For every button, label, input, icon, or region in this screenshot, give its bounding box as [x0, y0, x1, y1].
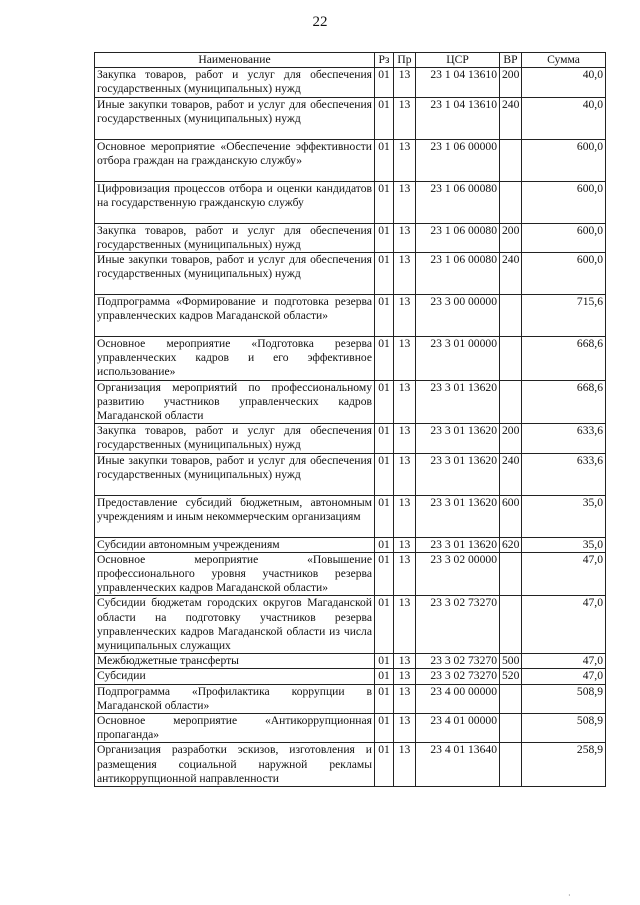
cell-rz: 01: [375, 654, 394, 669]
cell-rz: 01: [375, 552, 394, 596]
cell-name: Основное мероприятие «Обеспечение эффективности отбора граждан на гражданскую службу»: [95, 139, 375, 181]
cell-pr: 13: [394, 552, 416, 596]
cell-pr: 13: [394, 684, 416, 713]
cell-pr: 13: [394, 654, 416, 669]
cell-pr: 13: [394, 181, 416, 223]
cell-vr: [500, 552, 522, 596]
cell-csr: 23 3 02 73270: [416, 596, 500, 654]
cell-csr: 23 4 01 00000: [416, 714, 500, 743]
cell-sum: 47,0: [522, 596, 606, 654]
cell-csr: 23 3 00 00000: [416, 295, 500, 337]
cell-pr: 13: [394, 139, 416, 181]
cell-vr: [500, 337, 522, 381]
cell-sum: 668,6: [522, 337, 606, 381]
table-row: [95, 253, 606, 295]
table-body: [95, 68, 606, 787]
page-number: 22: [312, 14, 328, 30]
cell-pr: 13: [394, 253, 416, 295]
cell-sum: 47,0: [522, 669, 606, 684]
cell-pr: 13: [394, 537, 416, 552]
header-pr: Пр: [394, 53, 416, 68]
cell-name: Предоставление субсидий бюджетным, автономным учреждениям и иным некоммерческим организациям: [95, 495, 375, 537]
cell-rz: 01: [375, 337, 394, 381]
table-row: [95, 596, 606, 654]
cell-name: Иные закупки товаров, работ и услуг для обеспечения государственных (муниципальных) нужд: [95, 97, 375, 139]
cell-csr: 23 3 02 00000: [416, 552, 500, 596]
table-row: [95, 380, 606, 424]
table-row: [95, 495, 606, 537]
cell-sum: 715,6: [522, 295, 606, 337]
cell-rz: 01: [375, 596, 394, 654]
cell-vr: 500: [500, 654, 522, 669]
cell-vr: 600: [500, 495, 522, 537]
table-row: [95, 654, 606, 669]
header-vr: ВР: [500, 53, 522, 68]
cell-rz: 01: [375, 453, 394, 495]
cell-name: Субсидии автономным учреждениям: [95, 537, 375, 552]
cell-sum: 600,0: [522, 223, 606, 252]
header-name: Наименование: [95, 53, 375, 68]
cell-rz: 01: [375, 253, 394, 295]
cell-rz: 01: [375, 295, 394, 337]
cell-csr: 23 3 01 13620: [416, 453, 500, 495]
cell-csr: 23 1 04 13610: [416, 68, 500, 97]
cell-name: Основное мероприятие «Повышение профессионального уровня участников резерва управленческих кадров Магаданской области»: [95, 552, 375, 596]
cell-pr: 13: [394, 295, 416, 337]
cell-vr: 240: [500, 97, 522, 139]
cell-name: Закупка товаров, работ и услуг для обеспечения государственных (муниципальных) нужд: [95, 68, 375, 97]
cell-rz: 01: [375, 495, 394, 537]
cell-vr: [500, 714, 522, 743]
cell-pr: 13: [394, 743, 416, 787]
cell-rz: 01: [375, 669, 394, 684]
cell-rz: 01: [375, 68, 394, 97]
cell-sum: 633,6: [522, 424, 606, 453]
cell-name: Подпрограмма «Формирование и подготовка резерва управленческих кадров Магаданской области»: [95, 295, 375, 337]
table-row: [95, 295, 606, 337]
table-row: [95, 453, 606, 495]
cell-sum: 35,0: [522, 495, 606, 537]
cell-rz: 01: [375, 714, 394, 743]
cell-vr: [500, 181, 522, 223]
table-row: [95, 223, 606, 252]
cell-name: Иные закупки товаров, работ и услуг для обеспечения государственных (муниципальных) нужд: [95, 253, 375, 295]
table-row: [95, 552, 606, 596]
cell-csr: 23 3 01 00000: [416, 337, 500, 381]
cell-csr: 23 1 06 00080: [416, 223, 500, 252]
table-row: [95, 714, 606, 743]
cell-sum: 40,0: [522, 97, 606, 139]
cell-rz: 01: [375, 380, 394, 424]
cell-name: Субсидии: [95, 669, 375, 684]
cell-rz: 01: [375, 684, 394, 713]
cell-rz: 01: [375, 97, 394, 139]
cell-vr: [500, 596, 522, 654]
cell-pr: 13: [394, 337, 416, 381]
cell-vr: [500, 380, 522, 424]
cell-sum: 600,0: [522, 181, 606, 223]
header-csr: ЦСР: [416, 53, 500, 68]
cell-name: Закупка товаров, работ и услуг для обеспечения государственных (муниципальных) нужд: [95, 223, 375, 252]
cell-sum: 508,9: [522, 684, 606, 713]
cell-csr: 23 1 06 00000: [416, 139, 500, 181]
cell-pr: 13: [394, 669, 416, 684]
table-row: [95, 337, 606, 381]
table-row: [95, 139, 606, 181]
table-row: [95, 181, 606, 223]
cell-vr: 620: [500, 537, 522, 552]
cell-name: Основное мероприятие «Подготовка резерва управленческих кадров и его эффективное использование»: [95, 337, 375, 381]
cell-pr: 13: [394, 380, 416, 424]
cell-csr: 23 1 04 13610: [416, 97, 500, 139]
cell-vr: [500, 743, 522, 787]
cell-rz: 01: [375, 181, 394, 223]
cell-name: Подпрограмма «Профилактика коррупции в Магаданской области»: [95, 684, 375, 713]
table-row: [95, 537, 606, 552]
cell-name: Иные закупки товаров, работ и услуг для обеспечения государственных (муниципальных) нужд: [95, 453, 375, 495]
cell-pr: 13: [394, 495, 416, 537]
cell-name: Цифровизация процессов отбора и оценки кандидатов на государственную гражданскую службу: [95, 181, 375, 223]
cell-csr: 23 1 06 00080: [416, 253, 500, 295]
cell-name: Межбюджетные трансферты: [95, 654, 375, 669]
table-row: [95, 743, 606, 787]
budget-table: [94, 52, 606, 787]
cell-csr: 23 3 01 13620: [416, 495, 500, 537]
cell-sum: 35,0: [522, 537, 606, 552]
cell-csr: 23 1 06 00080: [416, 181, 500, 223]
cell-pr: 13: [394, 714, 416, 743]
cell-sum: 47,0: [522, 654, 606, 669]
table-row: [95, 669, 606, 684]
table-row: [95, 68, 606, 97]
cell-csr: 23 3 02 73270: [416, 669, 500, 684]
cell-pr: 13: [394, 68, 416, 97]
cell-pr: 13: [394, 596, 416, 654]
table-row: [95, 684, 606, 713]
header-sum: Сумма: [522, 53, 606, 68]
cell-name: Закупка товаров, работ и услуг для обеспечения государственных (муниципальных) нужд: [95, 424, 375, 453]
scan-mark: ·: [568, 891, 571, 900]
cell-name: Организация разработки эскизов, изготовления и размещения социальной наружной рекламы антикоррупционной направленности: [95, 743, 375, 787]
cell-sum: 40,0: [522, 68, 606, 97]
header-rz: Рз: [375, 53, 394, 68]
cell-vr: 520: [500, 669, 522, 684]
cell-name: Основное мероприятие «Антикоррупционная пропаганда»: [95, 714, 375, 743]
cell-name: Организация мероприятий по профессиональному развитию участников управленческих кадров Магаданской области: [95, 380, 375, 424]
cell-vr: [500, 295, 522, 337]
cell-rz: 01: [375, 424, 394, 453]
cell-name: Субсидии бюджетам городских округов Магаданской области на подготовку участников резерва управленческих кадров Магаданской области из числа муниципальных служащих: [95, 596, 375, 654]
cell-csr: 23 4 00 00000: [416, 684, 500, 713]
cell-rz: 01: [375, 743, 394, 787]
cell-csr: 23 3 01 13620: [416, 424, 500, 453]
cell-rz: 01: [375, 139, 394, 181]
cell-rz: 01: [375, 537, 394, 552]
cell-vr: 240: [500, 453, 522, 495]
table-row: [95, 97, 606, 139]
cell-rz: 01: [375, 223, 394, 252]
header-row: [95, 53, 606, 68]
cell-sum: 258,9: [522, 743, 606, 787]
cell-sum: 600,0: [522, 139, 606, 181]
cell-sum: 668,6: [522, 380, 606, 424]
cell-sum: 600,0: [522, 253, 606, 295]
cell-csr: 23 3 02 73270: [416, 654, 500, 669]
cell-sum: 47,0: [522, 552, 606, 596]
cell-vr: 200: [500, 223, 522, 252]
cell-vr: [500, 684, 522, 713]
cell-vr: 200: [500, 424, 522, 453]
cell-sum: 633,6: [522, 453, 606, 495]
cell-sum: 508,9: [522, 714, 606, 743]
cell-pr: 13: [394, 223, 416, 252]
cell-vr: 240: [500, 253, 522, 295]
cell-csr: 23 3 01 13620: [416, 537, 500, 552]
cell-pr: 13: [394, 424, 416, 453]
cell-pr: 13: [394, 97, 416, 139]
cell-csr: 23 4 01 13640: [416, 743, 500, 787]
cell-vr: [500, 139, 522, 181]
cell-vr: 200: [500, 68, 522, 97]
cell-csr: 23 3 01 13620: [416, 380, 500, 424]
cell-pr: 13: [394, 453, 416, 495]
table-row: [95, 424, 606, 453]
